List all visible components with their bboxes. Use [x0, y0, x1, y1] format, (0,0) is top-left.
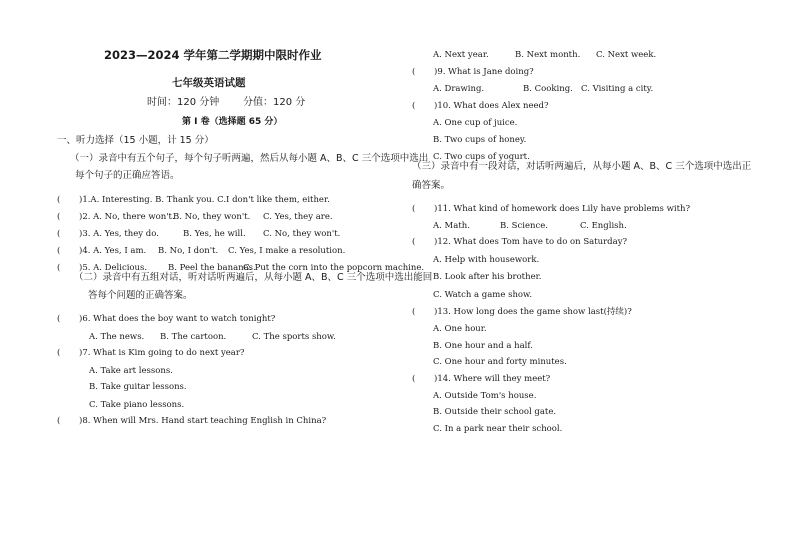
- q10-option-c: C. Two cups of yogurt.: [433, 152, 530, 162]
- question-1: ( )1.A. Interesting. B. Thank you. C.I don't like them, either.: [57, 195, 330, 205]
- question-14: ( )14. Where will they meet?: [412, 374, 551, 384]
- question-6: ( )6. What does the boy want to watch tonight?: [57, 314, 276, 324]
- q10-option-a: A. One cup of juice.: [433, 118, 518, 128]
- q7-option-a: A. Take art lessons.: [89, 366, 173, 376]
- question-8: ( )8. When will Mrs. Hand start teaching English in China?: [57, 416, 327, 426]
- instruction-1-line2: 每个句子的正确应答语。: [75, 170, 180, 181]
- question-10: ( )10. What does Alex need?: [412, 101, 549, 111]
- q8-options: A. Next year. B. Next month. C. Next week.: [433, 50, 657, 60]
- instruction-3-line1: （三）录音中有一段对话，对话听两遍后，从每小题 A、B、C 三个选项中选出正: [412, 161, 752, 172]
- q7-option-b: B. Take guitar lessons.: [89, 382, 187, 392]
- exam-subtitle: 七年级英语试题: [172, 77, 246, 89]
- part-heading: 第 I 卷（选择题 65 分）: [182, 117, 283, 127]
- q11-options: A. Math. B. Science. C. English.: [433, 221, 627, 231]
- exam-score: 分值：120 分: [243, 97, 306, 108]
- question-9: ( )9. What is Jane doing?: [412, 67, 534, 77]
- question-5: ( )5. A. Delicious. B. Peel the bananas. C. Put the corn into the popcorn machine.: [57, 263, 425, 273]
- q13-option-c: C. One hour and forty minutes.: [433, 357, 567, 367]
- question-3: ( )3. A. Yes, they do. B. Yes, he will. C. No, they won't.: [57, 229, 341, 239]
- q13-option-a: A. One hour.: [433, 324, 487, 334]
- instruction-2-line1: （二）录音中有五组对话，听对话听两遍后，从每小题 A、B、C 三个选项中选出能回: [74, 272, 433, 283]
- question-7: ( )7. What is Kim going to do next year?: [57, 348, 245, 358]
- instruction-2-line2: 答每个问题的正确答案。: [88, 290, 193, 301]
- question-4: ( )4. A. Yes, I am. B. No, I don't. C. Yes, I make a resolution.: [57, 246, 346, 256]
- q14-option-a: A. Outside Tom's house.: [433, 391, 537, 401]
- question-13: ( )13. How long does the game show last(持续)?: [412, 307, 632, 317]
- q7-option-c: C. Take piano lessons.: [89, 400, 185, 410]
- q6-options: A. The news. B. The cartoon. C. The sports show.: [89, 332, 336, 342]
- q14-option-c: C. In a park near their school.: [433, 424, 563, 434]
- q14-option-b: B. Outside their school gate.: [433, 407, 557, 417]
- exam-title: 2023—2024 学年第二学期期中限时作业: [104, 48, 322, 62]
- q12-option-c: C. Watch a game show.: [433, 290, 533, 300]
- instruction-1-line1: （一）录音中有五个句子，每个句子听两遍，然后从每小题 A、B、C 三个选项中选出: [70, 153, 429, 164]
- q12-option-a: A. Help with housework.: [433, 255, 540, 265]
- question-11: ( )11. What kind of homework does Lily have problems with?: [412, 204, 691, 214]
- question-2: ( )2. A. No, there won't. B. No, they won't. C. Yes, they are.: [57, 212, 333, 222]
- q13-option-b: B. One hour and a half.: [433, 341, 533, 351]
- q9-options: A. Drawing. B. Cooking. C. Visiting a city.: [433, 84, 654, 94]
- instruction-3-line2: 确答案。: [412, 180, 451, 191]
- exam-time: 时间：120 分钟: [147, 97, 220, 108]
- q12-option-b: B. Look after his brother.: [433, 272, 542, 282]
- section-heading: 一、听力选择（15 小题，计 15 分）: [57, 135, 214, 146]
- question-12: ( )12. What does Tom have to do on Saturday?: [412, 237, 628, 247]
- q10-option-b: B. Two cups of honey.: [433, 135, 527, 145]
